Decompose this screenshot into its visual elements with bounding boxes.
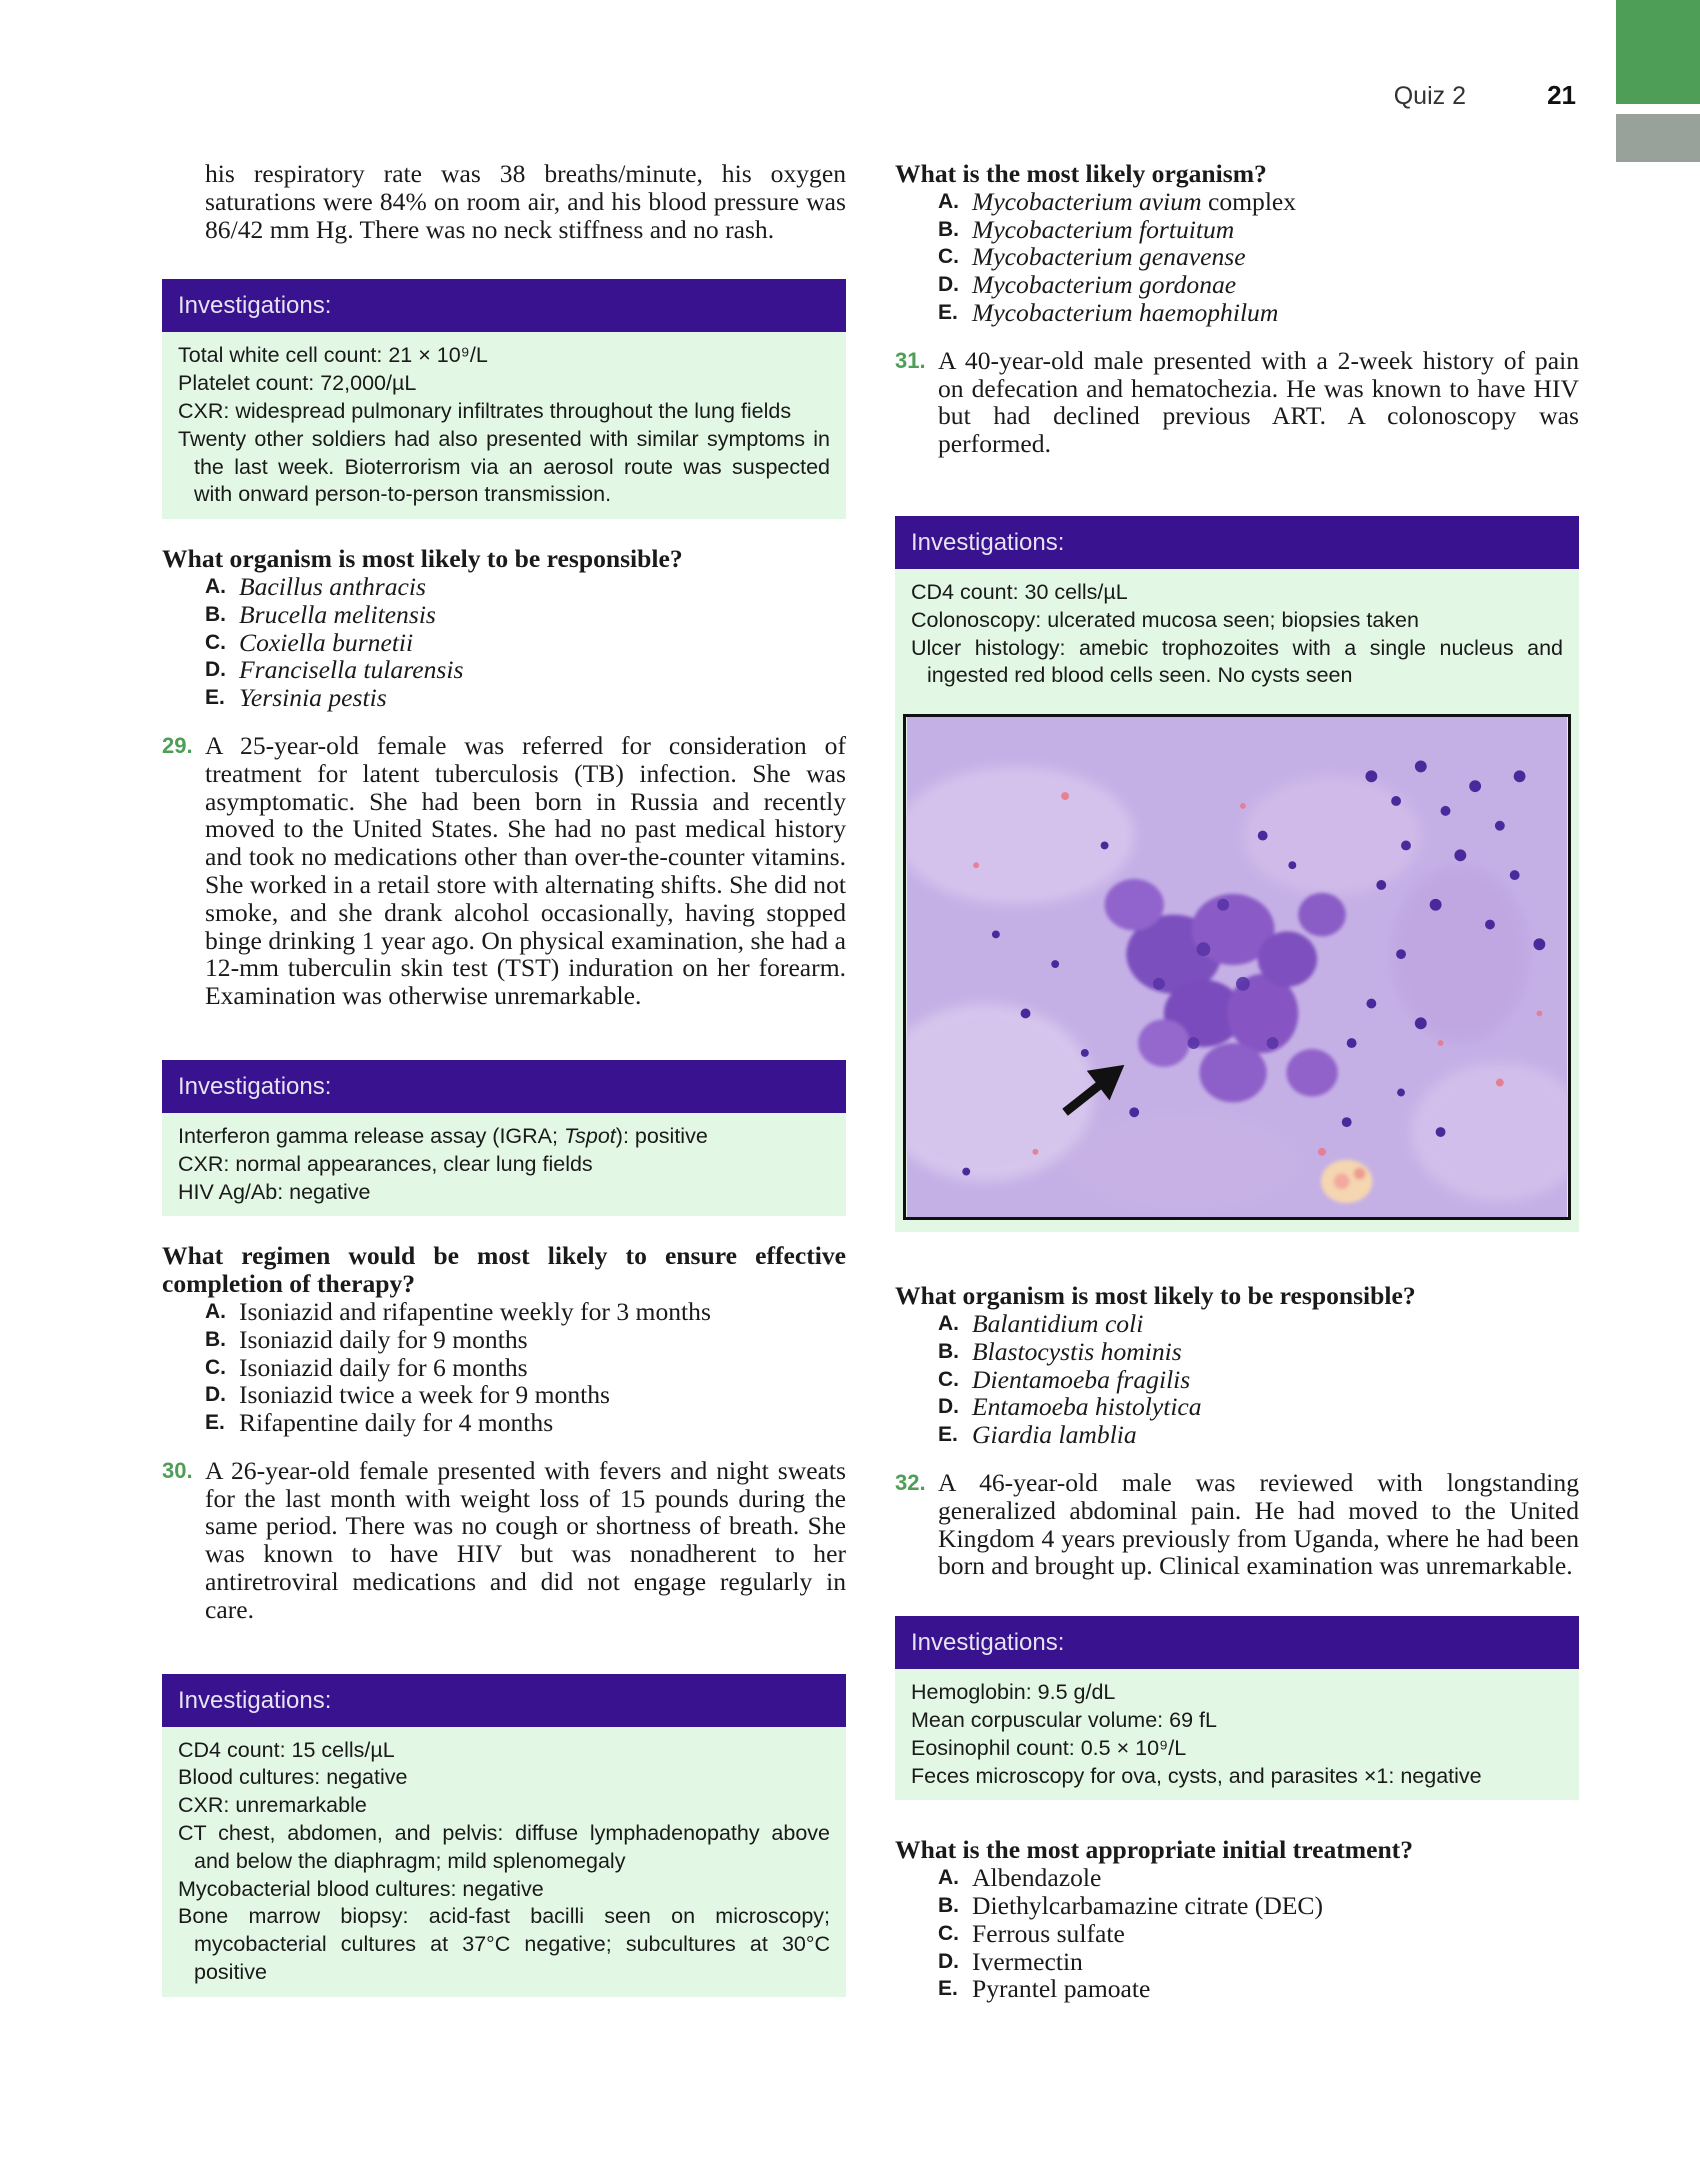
option-letter: E. <box>205 1411 225 1435</box>
option-text-italic: Mycobacterium gordonae <box>972 270 1237 300</box>
q29-stem-text: A 25-year-old female was referred for consideration of treatment for latent tuberculosis (TB) infection. She was asymptomatic. She had been born in Russia and recently moved to the United States. She had no past medical history and took no medications other than over-the-counter vitamins. She worked in a retail store with alternating shifts. She did not smoke, and she drank alcohol occasionally, having stopped binge drinking 1 year ago. On physical examination, she had a 12-mm tuberculin skin test (TST) induration on her forearm. Examination was otherwise unremarkable. <box>205 730 846 1011</box>
option-text: Isoniazid and rifapentine weekly for 3 months <box>239 1296 711 1326</box>
investigations-header: Investigations: <box>162 1674 846 1727</box>
running-header <box>1300 80 1580 116</box>
q30-options <box>895 188 1579 327</box>
option-letter: D. <box>938 273 959 297</box>
q28-options <box>162 573 846 712</box>
option-text: Balantidium coli <box>972 1308 1144 1338</box>
q28-investigations-box <box>162 279 846 519</box>
option-letter: B. <box>938 1339 959 1363</box>
left-column <box>162 160 846 1997</box>
option-letter: A. <box>205 574 226 598</box>
inv-line: Feces microscopy for ova, cysts, and parasites ×1: negative <box>911 1763 1482 1788</box>
option[interactable] <box>205 684 846 712</box>
option-text: Ferrous sulfate <box>972 1918 1125 1948</box>
histology-micrograph <box>903 714 1571 1220</box>
right-column <box>895 160 1579 2003</box>
inv-line: Eosinophil count: 0.5 × 10⁹/L <box>911 1735 1187 1760</box>
running-header-section: Quiz 2 <box>1393 82 1466 110</box>
investigations-body <box>162 1727 846 1997</box>
option-text: Albendazole <box>972 1863 1102 1893</box>
inv-text-italic: Tspot <box>563 1123 616 1148</box>
question-number: 30. <box>162 1457 193 1483</box>
option-text: Rifapentine daily for 4 months <box>239 1408 554 1438</box>
option-letter: B. <box>938 1893 959 1917</box>
inv-line: CXR: widespread pulmonary infiltrates throughout the lung fields <box>178 398 792 423</box>
investigations-body <box>162 332 846 519</box>
inv-text: ): positive <box>615 1123 708 1148</box>
inv-line <box>178 1123 830 1151</box>
option[interactable] <box>938 271 1579 299</box>
inv-line: Twenty other soldiers had also presented with similar symptoms in the last week. Bioterrorism via an aerosol route was suspected with onward person-to-person transmission. <box>178 426 830 507</box>
option[interactable] <box>938 1338 1579 1366</box>
inv-line: CXR: unremarkable <box>178 1793 367 1818</box>
investigations-header: Investigations: <box>162 1060 846 1113</box>
q32-stem-text: A 46-year-old male was reviewed with longstanding generalized abdominal pain. He had moved to the United Kingdom 4 years previously from Uganda, where he had been born and brought up. Clinical examination was unremarkable. <box>938 1467 1579 1581</box>
q31-options <box>895 1310 1579 1449</box>
option-text: Coxiella burnetii <box>239 627 414 657</box>
q31-question: What organism is most likely to be responsible? <box>895 1281 1416 1311</box>
option-text: Bacillus anthracis <box>239 571 426 601</box>
option[interactable] <box>205 1298 846 1326</box>
inv-line: Hemoglobin: 9.5 g/dL <box>911 1680 1116 1705</box>
investigations-body <box>895 569 1579 700</box>
option-text-italic: Mycobacterium fortuitum <box>972 214 1235 244</box>
option-letter: A. <box>205 1299 226 1323</box>
q30-stem <box>162 1457 846 1624</box>
option-text: Isoniazid daily for 9 months <box>239 1324 528 1354</box>
option-text: Isoniazid daily for 6 months <box>239 1352 528 1382</box>
option-text: Pyrantel pamoate <box>972 1974 1151 2004</box>
q31-stem-text: A 40-year-old male presented with a 2-week history of pain on defecation and hematochezia. He was known to have HIV but had declined previous ART. A colonoscopy was performed. <box>938 345 1579 459</box>
investigations-header: Investigations: <box>895 1616 1579 1669</box>
option-letter: D. <box>205 1383 226 1407</box>
option-text-italic: Mycobacterium genavense <box>972 242 1246 272</box>
option-text: Dientamoeba fragilis <box>972 1364 1191 1394</box>
investigations-body <box>895 1669 1579 1800</box>
q30-investigations-box <box>162 1674 846 1997</box>
option-letter: E. <box>205 686 225 710</box>
option[interactable] <box>938 1892 1579 1920</box>
option-text-italic: Mycobacterium haemophilum <box>972 297 1279 327</box>
q28-question: What organism is most likely to be responsible? <box>162 544 683 574</box>
option-letter: E. <box>938 1423 958 1447</box>
inv-line: Mycobacterial blood cultures: negative <box>178 1876 544 1901</box>
option-text: Yersinia pestis <box>239 683 387 713</box>
q32-question: What is the most appropriate initial treatment? <box>895 1835 1413 1865</box>
option[interactable] <box>938 1366 1579 1394</box>
option-letter: A. <box>938 1866 959 1890</box>
histology-figure <box>895 700 1579 1232</box>
option-letter: E. <box>938 300 958 324</box>
option-text: Entamoeba histolytica <box>972 1392 1202 1422</box>
q32-investigations-box <box>895 1616 1579 1800</box>
investigations-body <box>162 1113 846 1216</box>
option-text: Francisella tularensis <box>239 655 464 685</box>
option[interactable] <box>205 629 846 657</box>
chapter-tab-grey <box>1616 114 1700 162</box>
option[interactable] <box>938 1948 1579 1976</box>
option-text: Isoniazid twice a week for 9 months <box>239 1380 610 1410</box>
option-letter: C. <box>205 630 226 654</box>
inv-line: CT chest, abdomen, and pelvis: diffuse lymphadenopathy above and below the diaphragm; mild splenomegaly <box>178 1821 830 1873</box>
q29-stem <box>162 732 846 1010</box>
option-text: Diethylcarbamazine citrate (DEC) <box>972 1890 1324 1920</box>
q31-stem <box>895 347 1579 458</box>
option-letter: A. <box>938 1311 959 1335</box>
inv-line: CD4 count: 30 cells/µL <box>911 579 1128 604</box>
option[interactable] <box>205 1326 846 1354</box>
inv-line: Colonoscopy: ulcerated mucosa seen; biopsies taken <box>911 607 1419 632</box>
q32-stem <box>895 1469 1579 1580</box>
option[interactable] <box>205 1381 846 1409</box>
option[interactable] <box>938 299 1579 327</box>
option[interactable] <box>938 1920 1579 1948</box>
option-letter: B. <box>205 1327 226 1351</box>
investigations-header: Investigations: <box>162 279 846 332</box>
option-text: Brucella melitensis <box>239 599 436 629</box>
option[interactable] <box>205 656 846 684</box>
option[interactable] <box>205 1409 846 1437</box>
q30-stem-text: A 26-year-old female presented with fevers and night sweats for the last month with weight loss of 15 pounds during the same period. There was no cough or shortness of breath. She was known to have HIV but was nonadherent to her antiretroviral medications and did not engage regularly in care. <box>205 1455 846 1624</box>
inv-line: Ulcer histology: amebic trophozoites with a single nucleus and ingested red blood cells seen. No cysts seen <box>911 635 1563 688</box>
option[interactable] <box>938 243 1579 271</box>
option-text-italic: Mycobacterium avium <box>972 186 1202 216</box>
option-letter: C. <box>938 245 959 269</box>
option-text: Ivermectin <box>972 1946 1083 1976</box>
option[interactable] <box>938 1864 1579 1892</box>
question-number: 29. <box>162 732 193 758</box>
inv-line: Platelet count: 72,000/µL <box>178 371 417 396</box>
inv-line: CXR: normal appearances, clear lung fields <box>178 1151 593 1176</box>
question-number: 32. <box>895 1469 926 1495</box>
inv-line: CD4 count: 15 cells/µL <box>178 1737 395 1762</box>
inv-line: Total white cell count: 21 × 10⁹/L <box>178 343 488 368</box>
q29-question: What regimen would be most likely to ensure effective completion of therapy? <box>162 1241 846 1299</box>
option-letter: E. <box>938 1977 958 2001</box>
option-text: Giardia lamblia <box>972 1420 1137 1450</box>
q31-investigations-box <box>895 516 1579 1232</box>
inv-line: Bone marrow biopsy: acid-fast bacilli seen on microscopy; mycobacterial cultures at 37°C negative; subcultures at 30°C positive <box>178 1904 830 1985</box>
option-letter: A. <box>938 189 959 213</box>
q32-options <box>895 1864 1579 2003</box>
page-number: 21 <box>1547 80 1576 110</box>
option[interactable] <box>938 1393 1579 1421</box>
chapter-tab-green <box>1616 0 1700 104</box>
option-text: complex <box>1201 186 1297 216</box>
inv-line: Blood cultures: negative <box>178 1765 408 1790</box>
option-letter: D. <box>938 1395 959 1419</box>
option-letter: C. <box>938 1367 959 1391</box>
option-letter: D. <box>938 1949 959 1973</box>
q27-continuation: his respiratory rate was 38 breaths/minute, his oxygen saturations were 84% on room air, and his blood pressure was 86/42 mm Hg. There was no neck stiffness and no rash. <box>205 159 846 244</box>
option[interactable] <box>938 188 1579 216</box>
investigations-header: Investigations: <box>895 516 1579 569</box>
option-text: Blastocystis hominis <box>972 1336 1182 1366</box>
inv-text: Interferon gamma release assay (IGRA; <box>178 1123 564 1148</box>
option[interactable] <box>938 1421 1579 1449</box>
option[interactable] <box>205 573 846 601</box>
option[interactable] <box>205 1354 846 1382</box>
q30-question: What is the most likely organism? <box>895 159 1267 188</box>
option[interactable] <box>205 601 846 629</box>
q29-options <box>162 1298 846 1437</box>
inv-line: HIV Ag/Ab: negative <box>178 1179 371 1204</box>
inv-line: Mean corpuscular volume: 69 fL <box>911 1707 1217 1732</box>
option[interactable] <box>938 216 1579 244</box>
option-letter: C. <box>205 1355 226 1379</box>
question-number: 31. <box>895 347 926 373</box>
option-letter: C. <box>938 1921 959 1945</box>
option[interactable] <box>938 1310 1579 1338</box>
option[interactable] <box>938 1975 1579 2003</box>
q29-investigations-box <box>162 1060 846 1216</box>
option-letter: B. <box>205 602 226 626</box>
option-letter: B. <box>938 217 959 241</box>
option-letter: D. <box>205 658 226 682</box>
